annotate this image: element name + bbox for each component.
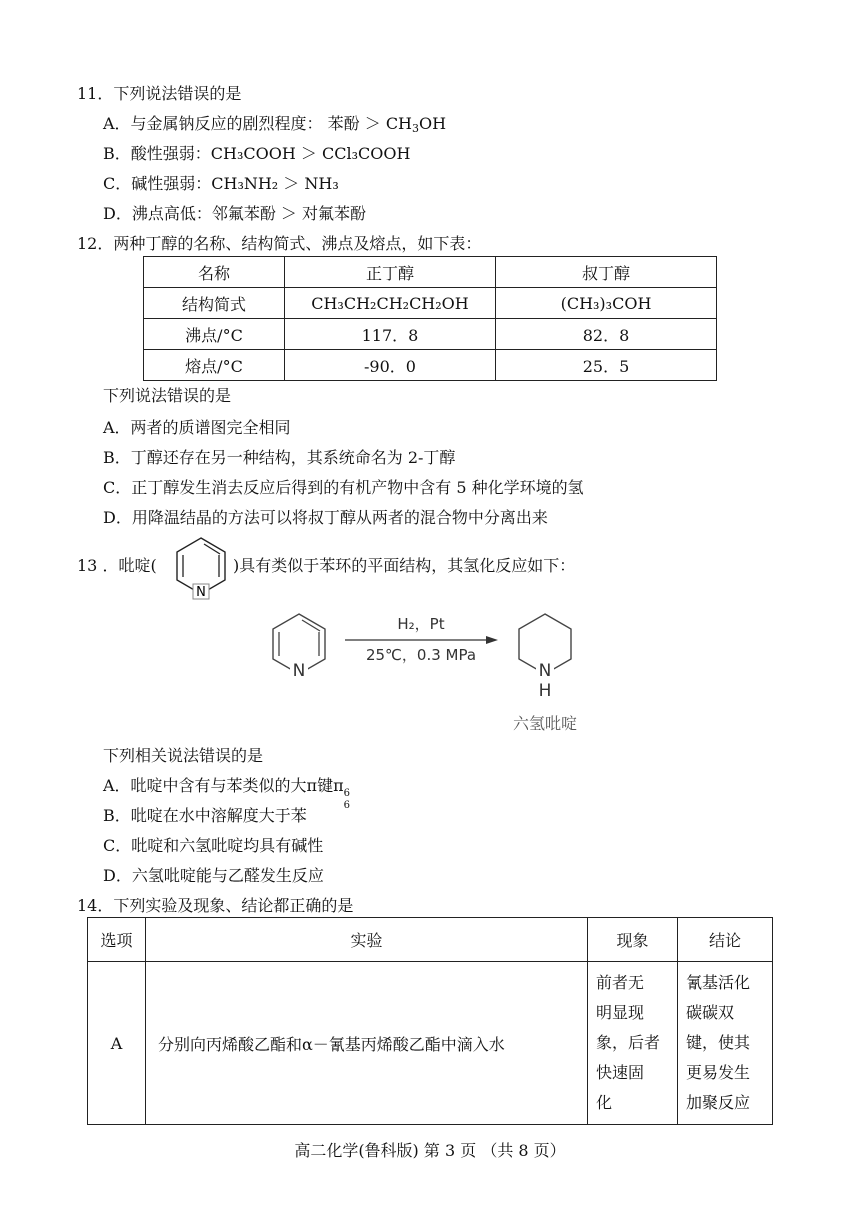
table-cell: (CH₃)₃COH	[496, 288, 717, 319]
q13-stem-after: )具有类似于苯环的平面结构，其氢化反应如下：	[233, 556, 576, 575]
q11-option-a	[103, 114, 446, 134]
q12-option-a: A．两者的质谱图完全相同	[103, 418, 291, 437]
phenomenon-cell	[588, 962, 678, 1125]
q11-stem: 11．下列说法错误的是	[77, 84, 242, 103]
q13-option-c: C．吡啶和六氢吡啶均具有碱性	[103, 836, 324, 855]
reaction-condition-top: H₂，Pt	[397, 615, 445, 633]
pi-superscript: 6	[343, 788, 350, 799]
table-row	[144, 319, 717, 350]
table-cell: A	[88, 962, 146, 1125]
table-cell: 结构简式	[144, 288, 285, 319]
table-cell: 选项	[88, 918, 146, 962]
cell-line: 前者无	[596, 973, 645, 992]
pyridine-inline-structure	[169, 532, 233, 600]
piperidine-h-label: H	[538, 681, 552, 701]
q12-option-c: C．正丁醇发生消去反应后得到的有机产物中含有 5 种化学环境的氢	[103, 478, 584, 497]
q11-option-c: C．碱性强弱：CH₃NH₂ ＞ NH₃	[103, 174, 339, 193]
table-cell: 熔点/°C	[144, 350, 285, 381]
cell-line: 加聚反应	[686, 1093, 751, 1112]
q13-option-d: D．六氢吡啶能与乙醛发生反应	[103, 866, 324, 885]
q13-stem-before: 13 ．吡啶(	[77, 556, 157, 575]
q12-table	[143, 256, 717, 381]
table-cell: CH₃CH₂CH₂CH₂OH	[285, 288, 496, 319]
cell-line: 氰基活化	[686, 973, 751, 992]
table-cell: 117．8	[285, 319, 496, 350]
table-cell: 正丁醇	[285, 257, 496, 288]
q12-stem: 12．两种丁醇的名称、结构简式、沸点及熔点，如下表：	[77, 234, 482, 253]
q11-a-prefix: A．与金属钠反应的剧烈程度： 苯酚 ＞ CH	[103, 114, 413, 133]
table-cell: 现象	[588, 918, 678, 962]
hydrogenation-reaction-scheme	[255, 600, 615, 745]
q14-stem: 14．下列实验及现象、结论都正确的是	[77, 896, 354, 915]
cell-line: 化	[596, 1093, 613, 1112]
q11-option-d: D．沸点高低：邻氟苯酚 ＞ 对氟苯酚	[103, 204, 367, 223]
q13-option-a	[103, 776, 352, 811]
table-cell: 25．5	[496, 350, 717, 381]
table-row	[88, 962, 773, 1125]
table-cell: 结论	[678, 918, 773, 962]
table-cell: -90．0	[285, 350, 496, 381]
page-footer: 高二化学(鲁科版) 第 3 页 （共 8 页）	[294, 1141, 566, 1160]
q12-option-d: D．用降温结晶的方法可以将叔丁醇从两者的混合物中分离出来	[103, 508, 548, 527]
q11-option-b: B．酸性强弱：CH₃COOH ＞ CCl₃COOH	[103, 144, 411, 163]
reaction-arrow	[345, 615, 498, 664]
table-row	[144, 350, 717, 381]
q13-a-text: A．吡啶中含有与苯类似的大π键π	[103, 776, 344, 795]
table-cell: 82．8	[496, 319, 717, 350]
table-row	[144, 288, 717, 319]
pi-subscript: 6	[343, 800, 350, 811]
nitrogen-atom-label: N	[196, 585, 206, 600]
q14-table	[87, 917, 773, 1125]
reaction-condition-bottom: 25℃，0.3 MPa	[365, 646, 477, 664]
table-header-row	[88, 918, 773, 962]
table-cell: 沸点/°C	[144, 319, 285, 350]
q12-prompt: 下列说法错误的是	[103, 386, 232, 405]
table-cell: 叔丁醇	[496, 257, 717, 288]
piperidine-n-label: N	[538, 661, 552, 681]
cell-line: 象，后者	[596, 1033, 661, 1052]
product-name-label: 六氢吡啶	[512, 714, 578, 733]
pyridine-structure	[273, 614, 325, 681]
cell-line: 键，使其	[686, 1033, 751, 1052]
q11-a-sub: 3	[412, 122, 420, 135]
q13-option-b: B．吡啶在水中溶解度大于苯	[103, 806, 307, 825]
piperidine-structure	[513, 614, 577, 733]
table-cell: 名称	[144, 257, 285, 288]
table-cell: 分别向丙烯酸乙酯和α－氰基丙烯酸乙酯中滴入水	[146, 962, 588, 1125]
cell-line: 快速固	[596, 1063, 645, 1082]
q13-prompt: 下列相关说法错误的是	[103, 746, 264, 765]
cell-line: 碳碳双	[686, 1003, 735, 1022]
cell-line: 明显现	[596, 1003, 645, 1022]
conclusion-cell	[678, 962, 773, 1125]
table-cell: 实验	[146, 918, 588, 962]
q12-option-b: B．丁醇还存在另一种结构，其系统命名为 2-丁醇	[103, 448, 456, 467]
pyridine-n-label: N	[292, 661, 306, 681]
cell-line: 更易发生	[686, 1063, 751, 1082]
table-header-row	[144, 257, 717, 288]
q11-a-suffix: OH	[419, 114, 447, 133]
